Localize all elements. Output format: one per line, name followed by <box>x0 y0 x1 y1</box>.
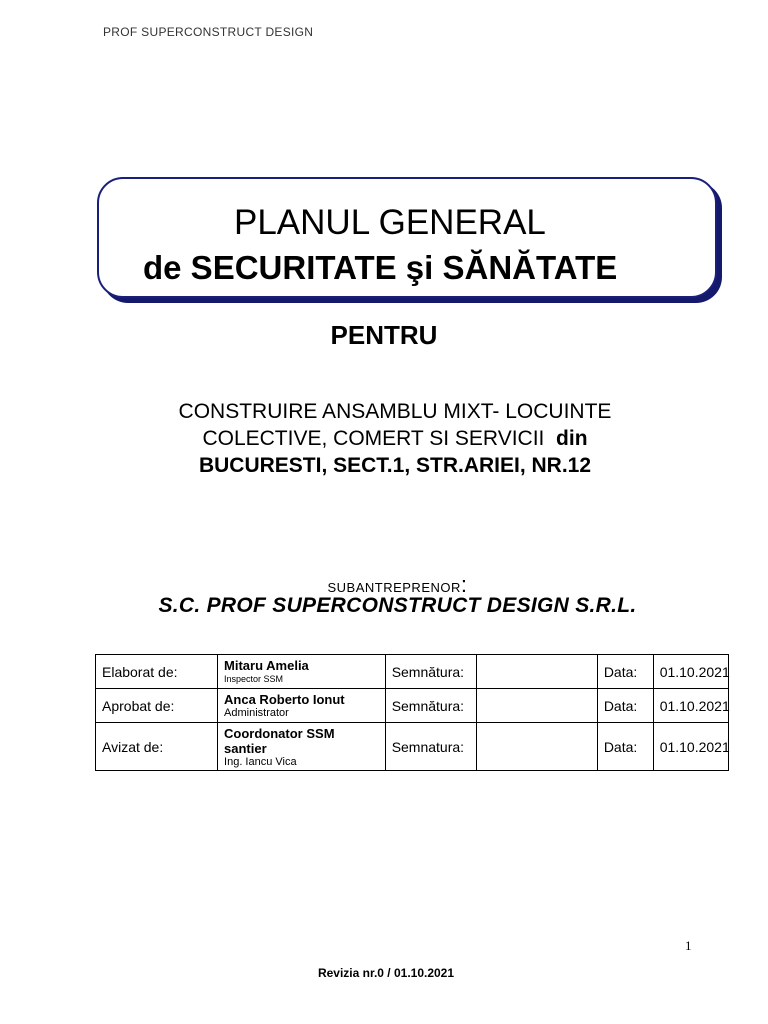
table-row <box>96 723 729 771</box>
date-label: Data: <box>597 689 653 723</box>
signature-label: Semnătura: <box>385 655 476 689</box>
person-cell <box>218 689 386 723</box>
role-label: Aprobat de: <box>96 689 218 723</box>
subcontractor-label-text: SUBANTREPRENOR <box>327 580 461 595</box>
person-name: Anca Roberto Ionut <box>224 692 345 707</box>
subcontractor-name: S.C. PROF SUPERCONSTRUCT DESIGN S.R.L. <box>158 594 637 617</box>
page-number: 1 <box>685 938 692 953</box>
subcontractor-colon: : <box>460 572 468 597</box>
date-value: 01.10.2021 <box>653 723 728 771</box>
date-label: Data: <box>597 655 653 689</box>
signature-field <box>476 689 597 723</box>
person-name: Mitaru Amelia <box>224 658 309 673</box>
table-row <box>96 689 729 723</box>
document-title: PLANUL GENERAL <box>234 203 546 242</box>
project-line-2 <box>90 425 700 452</box>
person-position: Administrator <box>224 707 289 719</box>
document-subtitle: de SECURITATE şi SĂNĂTATE <box>143 249 618 286</box>
role-label: Avizat de: <box>96 723 218 771</box>
person-position: Inspector SSM <box>224 674 284 684</box>
project-address: BUCURESTI, SECT.1, STR.ARIEI, NR.12 <box>198 454 592 477</box>
project-line-2-din: din <box>556 427 588 450</box>
person-name: Coordonator SSM santier <box>224 725 335 756</box>
date-value: 01.10.2021 <box>653 689 728 723</box>
title-box <box>97 177 717 298</box>
person-cell <box>218 655 386 689</box>
person-cell <box>218 723 386 771</box>
project-line-2-text: COLECTIVE, COMERT SI SERVICII <box>202 427 545 450</box>
signature-table <box>95 654 729 771</box>
signature-label: Semnatura: <box>385 723 476 771</box>
project-line-1: CONSTRUIRE ANSAMBLU MIXT- LOCUINTE <box>178 400 612 423</box>
signature-field <box>476 655 597 689</box>
table-row <box>96 655 729 689</box>
role-label: Elaborat de: <box>96 655 218 689</box>
signature-field <box>476 723 597 771</box>
signature-label: Semnătura: <box>385 689 476 723</box>
revision-footer: Revizia nr.0 / 01.10.2021 <box>317 966 455 980</box>
person-position: Ing. Iancu Vica <box>224 755 297 768</box>
date-label: Data: <box>597 723 653 771</box>
pentru-heading: PENTRU <box>330 320 438 350</box>
project-description <box>90 398 700 479</box>
date-value: 01.10.2021 <box>653 655 728 689</box>
running-header: PROF SUPERCONSTRUCT DESIGN <box>103 25 314 39</box>
